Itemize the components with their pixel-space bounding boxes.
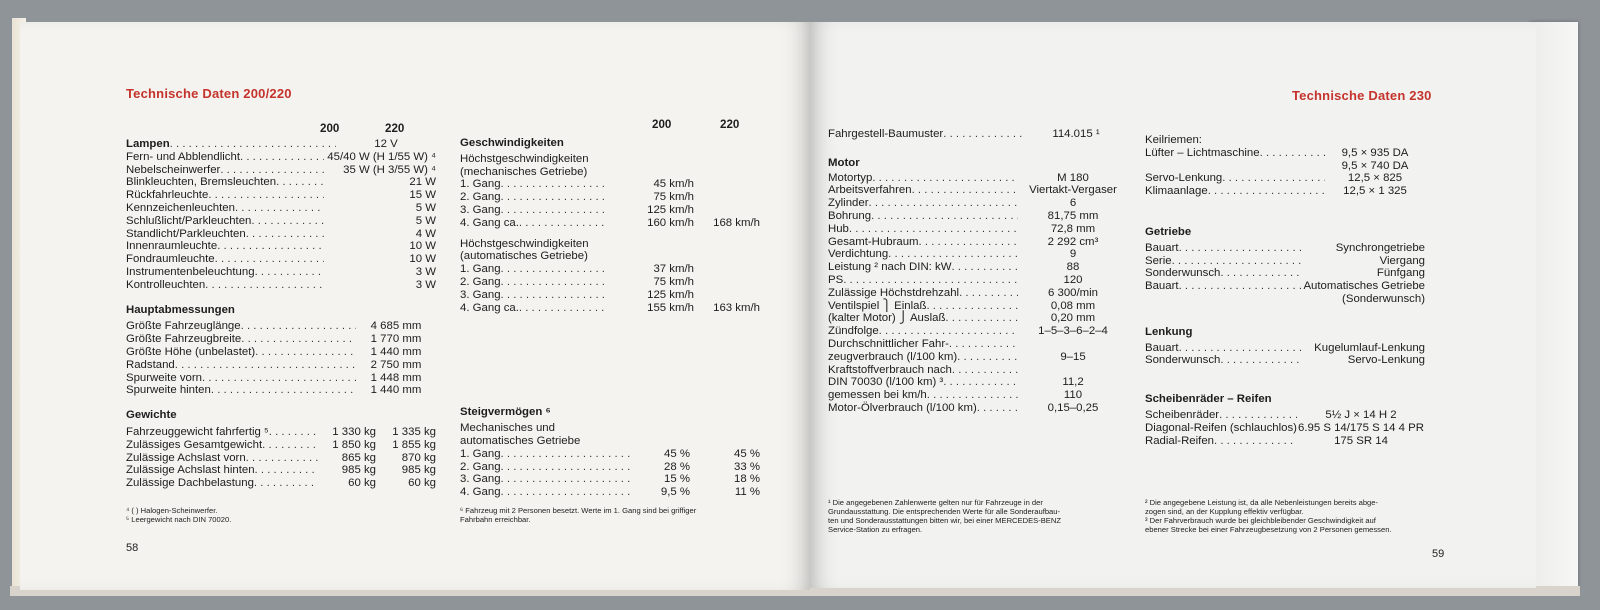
gewichte-value-200: 1 330 kg	[332, 425, 376, 438]
footnote-1-line1: ¹ Die angegebenen Zahlenwerte gelten nur für Fahrzeuge in der	[828, 498, 1043, 507]
motor-label: gemessen bei km/h	[828, 389, 927, 402]
getriebe-label: Bauart	[1145, 280, 1179, 293]
motor-row	[828, 223, 1128, 236]
footnote-4: ⁴ ( ) Halogen-Scheinwerfer.	[126, 506, 218, 515]
lampen-value: 10 W	[409, 240, 436, 253]
motor-row	[828, 184, 1128, 197]
gewichte-label: Zulässiges Gesamtgewicht	[126, 438, 263, 451]
footnote-1-line2: Grundausstattung. Die entsprechenden Werte für alle Sonderaufbau-	[828, 507, 1061, 516]
gewichte-row	[126, 477, 436, 490]
keilriemen-row	[1145, 185, 1425, 198]
motor-value: 120	[1063, 273, 1083, 286]
mech-heading-2: (mechanisches Getriebe)	[460, 165, 588, 178]
steig-row	[460, 486, 760, 499]
raeder-list	[1145, 409, 1425, 447]
steig-value-220: 45 %	[734, 447, 760, 460]
steig-label: 2. Gang	[460, 460, 501, 473]
gewichte-value-200: 985 kg	[341, 464, 376, 477]
motor-row	[828, 261, 1128, 274]
raeder-row	[1145, 435, 1425, 448]
gewichte-value-220: 1 335 kg	[392, 425, 436, 438]
lampen-label: Kennzeichenleuchten	[126, 201, 235, 214]
lampen-list	[126, 151, 436, 292]
gewichte-label: Zulässige Achslast hinten	[126, 464, 255, 477]
lampen-label: Nebelscheinwerfer	[126, 163, 221, 176]
lampen-row	[126, 164, 436, 177]
page-number-left: 58	[126, 542, 139, 554]
raeder-value: 6.95 S 14/175 S 14 4 PR	[1297, 421, 1425, 434]
keilriemen-row	[1145, 147, 1425, 160]
fahrgestell-label: Fahrgestell-Baumuster	[828, 128, 944, 140]
lampen-label: Blinkleuchten, Bremsleuchten	[126, 176, 277, 189]
gewichte-label: Zulässige Achslast vorn	[126, 451, 246, 464]
motor-label: Hub	[828, 222, 849, 235]
left-column	[126, 138, 436, 490]
motor-value: 81,75 mm	[1047, 209, 1099, 222]
motor-label: Kraftstoffverbrauch nach	[828, 363, 952, 376]
steig-sub-2: automatisches Getriebe	[460, 434, 581, 447]
raeder-value: 175 SR 14	[1334, 434, 1388, 447]
getriebe-row	[1145, 293, 1425, 306]
lampen-value: 5 W	[415, 201, 436, 214]
gewichte-value-200: 865 kg	[341, 451, 376, 464]
raeder-heading: Scheibenräder – Reifen	[1145, 393, 1272, 406]
lampen-heading: Lampen	[126, 138, 170, 150]
getriebe-row	[1145, 267, 1425, 280]
motor-label: Zylinder	[828, 197, 869, 210]
haupt-value: 4 685 mm	[370, 320, 422, 333]
steig-value-200: 45 %	[664, 447, 690, 460]
auto-speed-label: 1. Gang	[460, 263, 501, 276]
gewichte-list	[126, 426, 436, 490]
auto-speed-value-200: 37 km/h	[653, 263, 694, 276]
motor-value: 88	[1066, 261, 1080, 274]
keilriemen-heading: Keilriemen:	[1145, 134, 1202, 146]
lampen-row	[126, 279, 436, 292]
right-page-title: Technische Daten 230	[1292, 88, 1432, 103]
lampen-row	[126, 176, 436, 189]
getriebe-heading: Getriebe	[1145, 225, 1192, 238]
lampen-row	[126, 228, 436, 241]
gewichte-row	[126, 439, 436, 452]
gewichte-label: Zulässige Dachbelastung	[126, 477, 254, 490]
footnote-1-block	[828, 498, 1148, 534]
motor-row	[828, 402, 1128, 415]
gewichte-value-220: 870 kg	[401, 451, 436, 464]
motor-row	[828, 376, 1128, 389]
lampen-value: 45/40 W (H 1/55 W) ⁴	[327, 150, 436, 163]
motor-label: Ventilspiel ⎫ Einlaß	[828, 299, 927, 312]
motor-value: 9–15	[1060, 350, 1086, 363]
hauptabmessungen-list	[126, 320, 436, 397]
lenkung-heading: Lenkung	[1145, 325, 1193, 338]
lampen-label: Standlicht/Parkleuchten	[126, 227, 246, 240]
steig-label: 3. Gang	[460, 473, 501, 486]
motor-row	[828, 210, 1128, 223]
lampen-value: 5 W	[415, 214, 436, 227]
haupt-label: Spurweite vorn	[126, 371, 202, 384]
mech-speed-value-200: 45 km/h	[653, 178, 694, 191]
left-page-title: Technische Daten 200/220	[126, 86, 292, 101]
col-header-200: 200	[320, 122, 340, 135]
motor-column	[828, 128, 1128, 415]
auto-speed-value-200: 75 km/h	[653, 275, 694, 288]
auto-speed-list	[460, 263, 760, 314]
motor-row	[828, 351, 1128, 364]
motor-label: Bohrung	[828, 209, 872, 222]
steig-value-220: 33 %	[734, 460, 760, 473]
steig-value-220: 18 %	[734, 473, 760, 486]
lampen-value: 3 W	[415, 278, 436, 291]
motor-row	[828, 389, 1128, 402]
steig-value-200: 28 %	[664, 460, 690, 473]
haupt-label: Radstand	[126, 358, 175, 371]
lampen-label: Instrumentenbeleuchtung	[126, 265, 255, 278]
haupt-label: Spurweite hinten	[126, 384, 211, 397]
getriebe-label: Bauart	[1145, 241, 1179, 254]
mech-speed-label: 3. Gang	[460, 203, 501, 216]
keilriemen-label: Servo-Lenkung	[1145, 172, 1223, 185]
fahrgestell-row	[828, 128, 1128, 141]
motor-row	[828, 364, 1128, 377]
page-number-right: 59	[1432, 548, 1445, 560]
mech-speed-label: 1. Gang	[460, 178, 501, 191]
motor-value: 6 300/min	[1047, 286, 1099, 299]
getriebe-label: Sonderwunsch	[1145, 267, 1221, 280]
steigvermoegen-heading: Steigvermögen ⁶	[460, 406, 551, 419]
motor-row	[828, 312, 1128, 325]
hauptabmessungen-heading: Hauptabmessungen	[126, 303, 235, 316]
motor-value: 0,15–0,25	[1047, 401, 1099, 414]
getriebe-label: Serie	[1145, 254, 1172, 267]
lampen-row	[126, 202, 436, 215]
getriebe-value: Fünfgang	[1376, 267, 1425, 280]
steig-row	[460, 473, 760, 486]
haupt-row	[126, 372, 436, 385]
lampen-label: Fern- und Abblendlicht	[126, 150, 240, 163]
gewichte-value-220: 60 kg	[408, 477, 436, 490]
haupt-value: 1 440 mm	[370, 384, 422, 397]
motor-row	[828, 236, 1128, 249]
keilriemen-row	[1145, 160, 1425, 173]
steig-list	[460, 448, 760, 499]
motor-label: PS	[828, 273, 844, 286]
lampen-row	[126, 189, 436, 202]
footnote-6-line1: ⁶ Fahrzeug mit 2 Personen besetzt. Werte im 1. Gang sind bei griffiger	[460, 506, 697, 515]
mech-speed-row	[460, 204, 760, 217]
left-footnotes	[126, 506, 231, 524]
gewichte-label: Fahrzeuggewicht fahrfertig ⁵	[126, 425, 269, 438]
motor-value: 11,2	[1062, 376, 1084, 389]
lampen-row	[126, 253, 436, 266]
auto-speed-label: 3. Gang	[460, 288, 501, 301]
steig-value-220: 11 %	[734, 486, 760, 499]
left-page	[20, 22, 810, 590]
mech-speed-row	[460, 217, 760, 230]
keilriemen-row	[1145, 172, 1425, 185]
haupt-row	[126, 384, 436, 397]
mech-speed-value-220	[694, 178, 760, 191]
lenkung-list	[1145, 342, 1425, 368]
haupt-value: 1 448 mm	[370, 371, 422, 384]
lampen-row	[126, 266, 436, 279]
lampen-value: 15 W	[409, 189, 436, 202]
gewichte-value-220: 1 855 kg	[392, 438, 436, 451]
motor-label: Arbeitsverfahren	[828, 184, 912, 197]
lenkung-row	[1145, 342, 1425, 355]
haupt-row	[126, 320, 436, 333]
keilriemen-value: 9,5 × 740 DA	[1341, 159, 1409, 172]
motor-label: Leistung ² nach DIN: kW	[828, 261, 952, 274]
gewichte-row	[126, 464, 436, 477]
auto-speed-row	[460, 276, 760, 289]
gewichte-heading: Gewichte	[126, 409, 177, 422]
motor-row	[828, 300, 1128, 313]
motor-row	[828, 172, 1128, 185]
auto-heading-1: Höchstgeschwindigkeiten	[460, 237, 589, 250]
keilriemen-value: 9,5 × 935 DA	[1341, 146, 1409, 159]
auto-speed-value-220	[694, 263, 760, 276]
motor-value: 110	[1063, 389, 1083, 402]
steig-value-200: 9,5 %	[660, 486, 690, 499]
keilriemen-value: 12,5 × 1 325	[1343, 185, 1407, 198]
mech-speed-row	[460, 191, 760, 204]
raeder-row	[1145, 409, 1425, 422]
motor-value: 6	[1069, 197, 1077, 210]
footnote-2-3-block	[1145, 498, 1445, 534]
steig-row	[460, 461, 760, 474]
haupt-row	[126, 333, 436, 346]
motor-value: 1–5–3–6–2–4	[1038, 325, 1108, 338]
motor-label: Motortyp	[828, 171, 873, 184]
mech-speed-value-200: 125 km/h	[647, 203, 694, 216]
getriebe-row	[1145, 255, 1425, 268]
lenkung-label: Bauart	[1145, 341, 1179, 354]
motor-label: Durchschnittlicher Fahr-	[828, 337, 949, 350]
motor-value: 0,08 mm	[1050, 299, 1096, 312]
motor-row	[828, 338, 1128, 351]
lampen-value: 4 W	[415, 227, 436, 240]
motor-value: 0,20 mm	[1050, 312, 1096, 325]
col-header-200-mid: 200	[652, 118, 672, 131]
mech-speed-value-220	[694, 204, 760, 217]
auto-speed-label: 2. Gang	[460, 275, 501, 288]
getriebe-value: Automatisches Getriebe	[1303, 280, 1425, 293]
motor-row	[828, 274, 1128, 287]
mech-speed-value-220: 168 km/h	[713, 216, 760, 229]
haupt-value: 2 750 mm	[370, 358, 422, 371]
lampen-label: Innenraumleuchte	[126, 240, 218, 253]
getriebe-value: (Sonderwunsch)	[1342, 292, 1425, 305]
footnote-2-line2: zogen sind, an der Kupplung effektiv verfügbar.	[1145, 507, 1304, 516]
auto-speed-row	[460, 263, 760, 276]
lampen-value: 35 W (H 3/55 W) ⁴	[343, 163, 436, 176]
lampen-label: Fondraumleuchte	[126, 253, 215, 266]
lenkung-label: Sonderwunsch	[1145, 354, 1221, 367]
lampen-value: 3 W	[415, 265, 436, 278]
getriebe-value: Viergang	[1379, 254, 1425, 267]
fahrgestell-value: 114.015 ¹	[1052, 128, 1100, 140]
raeder-label: Diagonal-Reifen (schlauchlos)	[1145, 421, 1297, 434]
auto-speed-value-200: 155 km/h	[647, 301, 694, 314]
lampen-label: Kontrolleuchten	[126, 278, 206, 291]
keilriemen-list	[1145, 147, 1425, 198]
footnote-1-line3: ten und Sonderausstattungen bitten wir, bei einer MERCEDES-BENZ	[828, 516, 1061, 525]
auto-speed-value-200: 125 km/h	[647, 288, 694, 301]
mech-speed-value-200: 75 km/h	[653, 191, 694, 204]
lenkung-value: Servo-Lenkung	[1347, 354, 1425, 367]
steig-value-200: 15 %	[664, 473, 690, 486]
motor-value	[1018, 364, 1128, 377]
getriebe-row	[1145, 280, 1425, 293]
motor-label: Motor-Ölverbrauch (l/100 km)	[828, 401, 977, 414]
middle-footnote	[460, 506, 780, 524]
motor-label: Zündfolge	[828, 325, 879, 338]
mech-heading-1: Höchstgeschwindigkeiten	[460, 152, 589, 165]
gewichte-value-200: 60 kg	[348, 477, 376, 490]
auto-speed-row	[460, 302, 760, 315]
lampen-label: Rückfahrleuchte	[126, 189, 209, 202]
gewichte-row	[126, 452, 436, 465]
lampen-voltage: 12 V	[374, 138, 398, 150]
gewichte-row	[126, 426, 436, 439]
geschwindigkeiten-heading: Geschwindigkeiten	[460, 137, 564, 149]
motor-label: DIN 70030 (l/100 km) ³	[828, 376, 944, 389]
auto-speed-row	[460, 289, 760, 302]
getriebe-row	[1145, 242, 1425, 255]
haupt-row	[126, 346, 436, 359]
col-header-220-mid: 220	[720, 118, 740, 131]
footnote-1-line4: Service-Station zu erfragen.	[828, 525, 923, 534]
auto-speed-value-220: 163 km/h	[713, 301, 760, 314]
keilriemen-value: 12,5 × 825	[1347, 172, 1403, 185]
raeder-row	[1145, 422, 1425, 435]
motor-heading: Motor	[828, 156, 860, 169]
mech-speed-list	[460, 178, 760, 229]
motor-label: Zulässige Höchstdrehzahl	[828, 286, 960, 299]
gewichte-value-220: 985 kg	[401, 464, 436, 477]
footnote-3-line1: ³ Der Fahrverbrauch wurde bei gleichbleibender Geschwindigkeit auf	[1145, 516, 1376, 525]
steig-label: 4. Gang	[460, 486, 501, 499]
motor-row	[828, 248, 1128, 261]
middle-column	[460, 137, 760, 499]
footnote-2-line1: ² Die angegebene Leistung ist, da alle Nebenleistungen bereits abge-	[1145, 498, 1379, 507]
lenkung-row	[1145, 354, 1425, 367]
keilriemen-label: Klimaanlage	[1145, 185, 1208, 198]
motor-list	[828, 172, 1128, 415]
lampen-row	[126, 151, 436, 164]
haupt-label: Größte Höhe (unbelastet)	[126, 345, 256, 358]
auto-speed-label: 4. Gang ca.	[460, 301, 519, 314]
footnote-3-line2: ebener Strecke bei einer Fahrzeugbesetzung von 2 Personen gemessen.	[1145, 525, 1392, 534]
motor-label: zeugverbrauch (l/100 km)	[828, 350, 958, 363]
motor-label: (kalter Motor) ⎭ Auslaß	[828, 312, 946, 325]
mech-speed-label: 4. Gang ca.	[460, 216, 519, 229]
mech-speed-value-220	[694, 191, 760, 204]
motor-label: Verdichtung	[828, 248, 889, 261]
steig-row	[460, 448, 760, 461]
keilriemen-label: Lüfter – Lichtmaschine	[1145, 146, 1260, 159]
mech-speed-value-200: 160 km/h	[647, 216, 694, 229]
auto-speed-value-220	[694, 276, 760, 289]
getriebe-list	[1145, 242, 1425, 306]
raeder-value: 5½ J × 14 H 2	[1325, 408, 1397, 421]
motor-row	[828, 325, 1128, 338]
motor-label: Gesamt-Hubraum	[828, 235, 919, 248]
getriebe-value: Synchrongetriebe	[1335, 241, 1425, 254]
lampen-row	[126, 138, 436, 151]
haupt-row	[126, 359, 436, 372]
motor-value: 72,8 mm	[1050, 222, 1096, 235]
mech-speed-row	[460, 178, 760, 191]
haupt-value: 1 770 mm	[370, 333, 422, 346]
lampen-row	[126, 215, 436, 228]
haupt-label: Größte Fahrzeuglänge	[126, 320, 241, 333]
raeder-label: Radial-Reifen	[1145, 434, 1215, 447]
haupt-label: Größte Fahrzeugbreite	[126, 333, 242, 346]
page-edge-stack-right	[1530, 22, 1578, 588]
motor-value: M 180	[1057, 171, 1089, 184]
right-page	[810, 22, 1536, 588]
motor-value	[1018, 338, 1128, 351]
steig-label: 1. Gang	[460, 447, 501, 460]
haupt-value: 1 440 mm	[370, 345, 422, 358]
col-header-220: 220	[385, 122, 405, 135]
lampen-value: 21 W	[409, 176, 436, 189]
footnote-5: ⁵ Leergewicht nach DIN 70020.	[126, 515, 232, 524]
motor-value: 2 292 cm³	[1047, 235, 1099, 248]
lampen-row	[126, 240, 436, 253]
lenkung-value: Kugelumlauf-Lenkung	[1314, 341, 1425, 354]
auto-speed-value-220	[694, 289, 760, 302]
lampen-label: Schlußlicht/Parkleuchten	[126, 214, 252, 227]
motor-value: 9	[1069, 248, 1077, 261]
gewichte-value-200: 1 850 kg	[332, 438, 376, 451]
auto-heading-2: (automatisches Getriebe)	[460, 250, 588, 263]
motor-row	[828, 197, 1128, 210]
lampen-value: 10 W	[409, 253, 436, 266]
motor-value: Viertakt-Vergaser	[1029, 184, 1117, 197]
motor-row	[828, 287, 1128, 300]
steig-sub-1: Mechanisches und	[460, 422, 555, 435]
footnote-6-line2: Fahrbahn erreichbar.	[460, 515, 531, 524]
right-spec-column	[1145, 134, 1425, 447]
mech-speed-label: 2. Gang	[460, 191, 501, 204]
raeder-label: Scheibenräder	[1145, 408, 1220, 421]
